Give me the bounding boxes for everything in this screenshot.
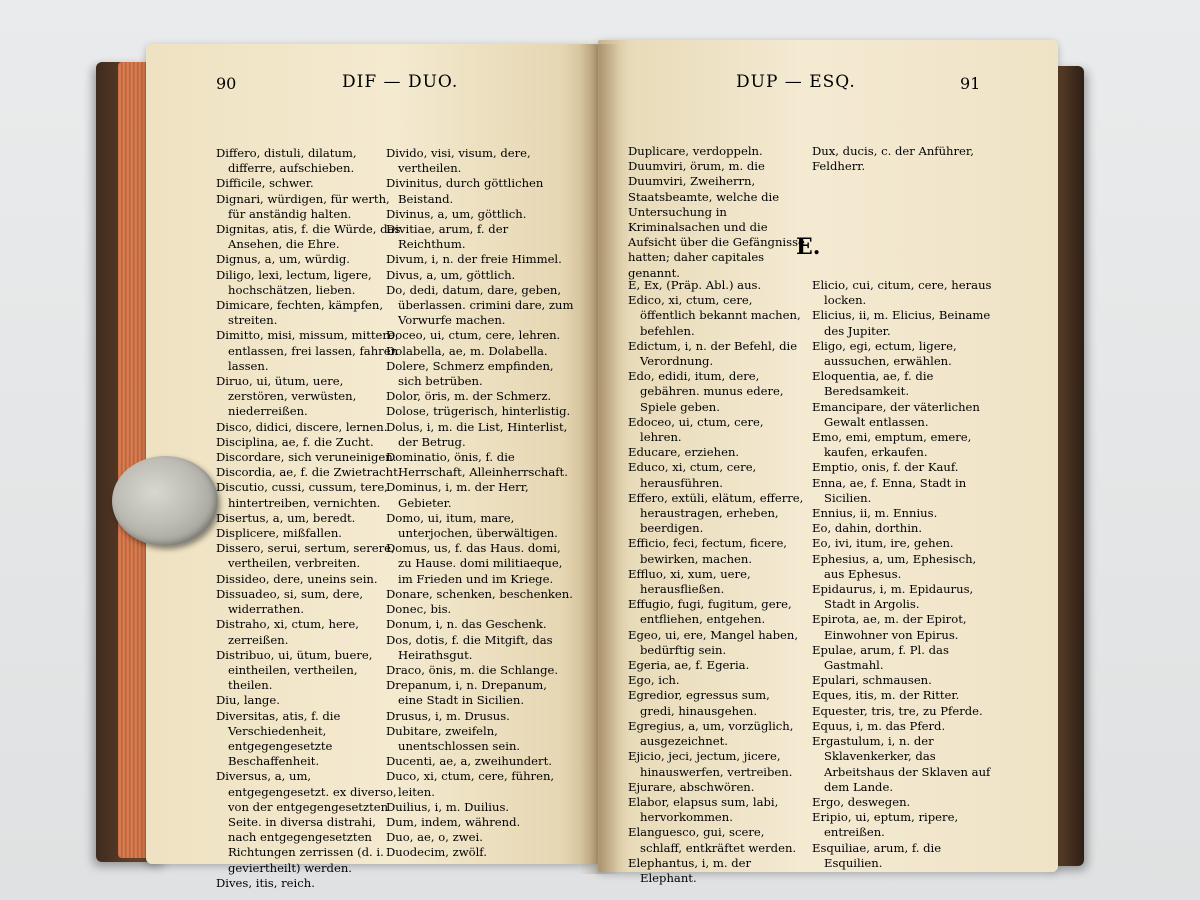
dictionary-entry: Elanguesco, gui, scere, schlaff, entkräftet werden. bbox=[628, 825, 797, 855]
dictionary-entry: Dissero, serui, sertum, serere, vertheilen, verbreiten. bbox=[216, 541, 395, 571]
dictionary-entry: Effero, extüli, elätum, efferre, heraustragen, erheben, beerdigen. bbox=[628, 490, 804, 536]
right-column-1 bbox=[628, 278, 806, 886]
dictionary-entry: Differo, distuli, dilatum, differre, aufschieben. bbox=[216, 146, 357, 176]
dictionary-entry: Educo, xi, ctum, cere, herausführen. bbox=[628, 460, 757, 490]
dictionary-entry: Disertus, a, um, beredt. bbox=[216, 510, 356, 525]
dictionary-entry: Duco, xi, ctum, cere, führen, leiten. bbox=[386, 769, 555, 799]
dictionary-entry: Dominatio, önis, f. die Herrschaft, Alleinherrschaft. bbox=[386, 450, 568, 480]
dictionary-entry: Duo, ae, o, zwei. bbox=[386, 830, 483, 845]
dictionary-entry: Domus, us, f. das Haus. domi, zu Hause. domi militiaeque, im Frieden und im Kriege. bbox=[386, 541, 563, 586]
dictionary-entry: Displicere, mißfallen. bbox=[216, 526, 342, 541]
dictionary-entry: Divido, visi, visum, dere, vertheilen. bbox=[386, 146, 531, 176]
dictionary-entry: Dignus, a, um, würdig. bbox=[216, 252, 350, 267]
dictionary-entry: Elicio, cui, citum, cere, heraus locken. bbox=[812, 278, 992, 308]
dictionary-entry: Dolabella, ae, m. Dolabella. bbox=[386, 343, 548, 358]
dictionary-entry: Dimitto, misi, missum, mittere, entlassen, frei lassen, fahren lassen. bbox=[216, 328, 399, 373]
dictionary-entry: Ejicio, jeci, jectum, jicere, hinauswerfen, vertreiben. bbox=[628, 749, 793, 779]
dictionary-entry: Dissideo, dere, uneins sein. bbox=[216, 571, 378, 586]
dictionary-entry: Educare, erziehen. bbox=[628, 445, 740, 460]
dictionary-entry: Domo, ui, itum, mare, unterjochen, überwältigen. bbox=[386, 510, 558, 541]
dictionary-entry: Discordare, sich veruneinigen. bbox=[216, 450, 397, 465]
dictionary-entry: Diu, lange. bbox=[216, 693, 280, 708]
dictionary-entry: Elabor, elapsus sum, labi, hervorkommen. bbox=[628, 794, 779, 825]
dictionary-entry: Difficile, schwer. bbox=[216, 176, 314, 191]
dictionary-entry: Disco, didici, discere, lernen. bbox=[216, 419, 388, 434]
dictionary-entry: Diligo, lexi, lectum, ligere, hochschätzen, lieben. bbox=[216, 267, 372, 297]
dictionary-entry: Epirota, ae, m. der Epirot, Einwohner von Epirus. bbox=[812, 612, 967, 642]
dictionary-entry: Divitiae, arum, f. der Reichthum. bbox=[386, 222, 509, 252]
dictionary-entry: Divus, a, um, göttlich. bbox=[386, 267, 516, 282]
dictionary-entry: Eloquentia, ae, f. die Beredsamkeit. bbox=[812, 369, 934, 399]
right-top-entry-1: Duplicare, verdoppeln. Duumviri, örum, m. die Duumviri, Zweiherrn, Staatsbeamte, welche die Untersuchung in Kriminalsachen und die Aufsicht über die Gefängnisse hatten; daher capitales genannt. bbox=[628, 144, 805, 280]
dictionary-entry: Dolere, Schmerz empfinden, sich betrüben. bbox=[386, 358, 554, 389]
dictionary-entry: Egredior, egressus sum, gredi, hinausgehen. bbox=[628, 688, 770, 718]
dictionary-entry: Ducenti, ae, a, zweihundert. bbox=[386, 754, 552, 769]
dictionary-entry: Elicius, ii, m. Elicius, Beiname des Jupiter. bbox=[812, 308, 991, 338]
dictionary-entry: Donec, bis. bbox=[386, 602, 452, 617]
dictionary-entry: Efficio, feci, fectum, ficere, bewirken, machen. bbox=[628, 536, 787, 566]
left-page-number: 90 bbox=[216, 74, 237, 93]
left-column-1 bbox=[216, 146, 404, 891]
dictionary-entry: Elephantus, i, m. der Elephant. bbox=[628, 855, 752, 885]
dictionary-entry: Eo, ivi, itum, ire, gehen. bbox=[812, 536, 954, 551]
dictionary-entry: Drepanum, i, n. Drepanum, eine Stadt in Sicilien. bbox=[386, 678, 547, 708]
dictionary-entry: Ejurare, abschwören. bbox=[628, 779, 755, 794]
left-page-header: DIF — DUO. bbox=[342, 72, 459, 92]
dictionary-entry: Eques, itis, m. der Ritter. bbox=[812, 688, 960, 703]
right-page-header: DUP — ESQ. bbox=[736, 72, 856, 92]
dictionary-entry: Dissuadeo, si, sum, dere, widerrathen. bbox=[216, 586, 364, 617]
dictionary-entry: Duilius, i, m. Duilius. bbox=[386, 799, 510, 814]
dictionary-entry: Dum, indem, während. bbox=[386, 814, 521, 829]
dictionary-entry: E, Ex, (Präp. Abl.) aus. bbox=[628, 278, 762, 292]
dictionary-entry: Ergo, deswegen. bbox=[812, 794, 911, 809]
right-page-number: 91 bbox=[960, 74, 981, 93]
dictionary-entry: Dolor, öris, m. der Schmerz. bbox=[386, 389, 552, 404]
dictionary-entry: Emancipare, der väterlichen Gewalt entlassen. bbox=[812, 399, 980, 429]
dictionary-entry: Dos, dotis, f. die Mitgift, das Heirathsgut. bbox=[386, 632, 553, 662]
dictionary-entry: Effluo, xi, xum, uere, herausfließen. bbox=[628, 566, 751, 597]
dictionary-entry: Distribuo, ui, ütum, buere, eintheilen, vertheilen, theilen. bbox=[216, 647, 373, 693]
dictionary-entry: Diversitas, atis, f. die Verschiedenheit, entgegengesetzte Beschaffenheit. bbox=[216, 708, 341, 769]
dictionary-entry: Edictum, i, n. der Befehl, die Verordnung. bbox=[628, 338, 798, 369]
dictionary-entry: Edoceo, ui, ctum, cere, lehren. bbox=[628, 414, 764, 445]
dictionary-entry: Diversus, a, um, entgegengesetzt. ex diverso, von der entgegengesetzten Seite. in diversa distrahi, nach entgegengesetzten Richtungen zerrissen (d. i. geviertheilt) werden. bbox=[216, 769, 397, 875]
dictionary-entry: Distraho, xi, ctum, here, zerreißen. bbox=[216, 617, 359, 647]
dictionary-entry: Discordia, ae, f. die Zwietracht. bbox=[216, 465, 402, 480]
dictionary-entry: Duodecim, zwölf. bbox=[386, 845, 487, 860]
dictionary-entry: Epulae, arum, f. Pl. das Gastmahl. bbox=[812, 642, 949, 673]
dictionary-entry: Enna, ae, f. Enna, Stadt in Sicilien. bbox=[812, 475, 967, 505]
dictionary-entry: Dominus, i, m. der Herr, Gebieter. bbox=[386, 480, 529, 510]
dictionary-entry: Dimicare, fechten, kämpfen, streiten. bbox=[216, 298, 384, 328]
dictionary-entry: Diruo, ui, ütum, uere, zerstören, verwüsten, niederreißen. bbox=[216, 374, 357, 419]
dictionary-entry: Eo, dahin, dorthin. bbox=[812, 521, 923, 536]
dictionary-entry: Eligo, egi, ectum, ligere, aussuchen, erwählen. bbox=[812, 338, 957, 369]
dictionary-entry: Discutio, cussi, cussum, tere, hintertreiben, vernichten. bbox=[216, 480, 388, 510]
dictionary-entry: Donum, i, n. das Geschenk. bbox=[386, 617, 547, 632]
dictionary-entry: Drusus, i, m. Drusus. bbox=[386, 708, 510, 723]
dictionary-entry: Equus, i, m. das Pferd. bbox=[812, 718, 946, 733]
dictionary-entry: Ephesius, a, um, Ephesisch, aus Ephesus. bbox=[812, 551, 977, 581]
dictionary-entry: Emptio, onis, f. der Kauf. bbox=[812, 460, 959, 475]
dictionary-entry: Ennius, ii, m. Ennius. bbox=[812, 506, 938, 521]
dictionary-entry: Dignitas, atis, f. die Würde, das Ansehen, die Ehre. bbox=[216, 222, 401, 252]
left-column-2 bbox=[386, 146, 574, 861]
dictionary-entry: Epulari, schmausen. bbox=[812, 673, 932, 688]
spine-shadow bbox=[580, 44, 620, 874]
dictionary-entry: Ergastulum, i, n. der Sklavenkerker, das Arbeitshaus der Sklaven auf dem Lande. bbox=[812, 734, 991, 794]
dictionary-entry: Do, dedi, datum, dare, geben, überlassen. crimini dare, zum Vorwurfe machen. bbox=[386, 282, 574, 328]
dictionary-entry: Effugio, fugi, fugitum, gere, entfliehen, entgehen. bbox=[628, 597, 792, 627]
dictionary-entry: Dolose, trügerisch, hinterlistig. bbox=[386, 404, 571, 419]
dictionary-entry: Donare, schenken, beschenken. bbox=[386, 586, 573, 601]
dictionary-entry: Ego, ich. bbox=[628, 673, 680, 688]
coin-paperweight bbox=[112, 456, 218, 546]
dictionary-entry: Egeria, ae, f. Egeria. bbox=[628, 658, 750, 673]
dictionary-entry: Dubitare, zweifeln, unentschlossen sein. bbox=[386, 723, 521, 753]
dictionary-entry: Doceo, ui, ctum, cere, lehren. bbox=[386, 328, 561, 343]
right-column-2 bbox=[812, 278, 992, 871]
dictionary-entry: Epidaurus, i, m. Epidaurus, Stadt in Argolis. bbox=[812, 582, 974, 612]
dictionary-entry: Edico, xi, ctum, cere, öffentlich bekannt machen, befehlen. bbox=[628, 293, 801, 338]
dictionary-entry: Equester, tris, tre, zu Pferde. bbox=[812, 703, 983, 718]
dictionary-entry: Disciplina, ae, f. die Zucht. bbox=[216, 434, 374, 449]
dictionary-entry: Divum, i, n. der freie Himmel. bbox=[386, 252, 562, 267]
dictionary-entry: Eripio, ui, eptum, ripere, entreißen. bbox=[812, 810, 959, 840]
dictionary-entry: Dolus, i, m. die List, Hinterlist, der Betrug. bbox=[386, 419, 568, 449]
dictionary-entry: Esquiliae, arum, f. die Esquilien. bbox=[812, 840, 942, 870]
dictionary-entry: Draco, önis, m. die Schlange. bbox=[386, 662, 559, 677]
dictionary-entry: Egeo, ui, ere, Mangel haben, bedürftig sein. bbox=[628, 627, 799, 657]
dictionary-entry: Divinus, a, um, göttlich. bbox=[386, 206, 527, 221]
dictionary-entry: Egregius, a, um, vorzüglich, ausgezeichnet. bbox=[628, 718, 794, 749]
dictionary-entry: Emo, emi, emptum, emere, kaufen, erkaufen. bbox=[812, 430, 972, 460]
right-top-entry-2: Dux, ducis, c. der Anführer, Feldherr. bbox=[812, 144, 974, 174]
section-letter: E. bbox=[796, 234, 821, 260]
dictionary-entry: Divinitus, durch göttlichen Beistand. bbox=[386, 176, 544, 206]
dictionary-entry: Edo, edidi, itum, dere, gebähren. munus edere, Spiele geben. bbox=[628, 369, 784, 414]
dictionary-entry: Dignari, würdigen, für werth, für anständig halten. bbox=[216, 191, 390, 221]
dictionary-entry: Dives, itis, reich. bbox=[216, 875, 315, 890]
